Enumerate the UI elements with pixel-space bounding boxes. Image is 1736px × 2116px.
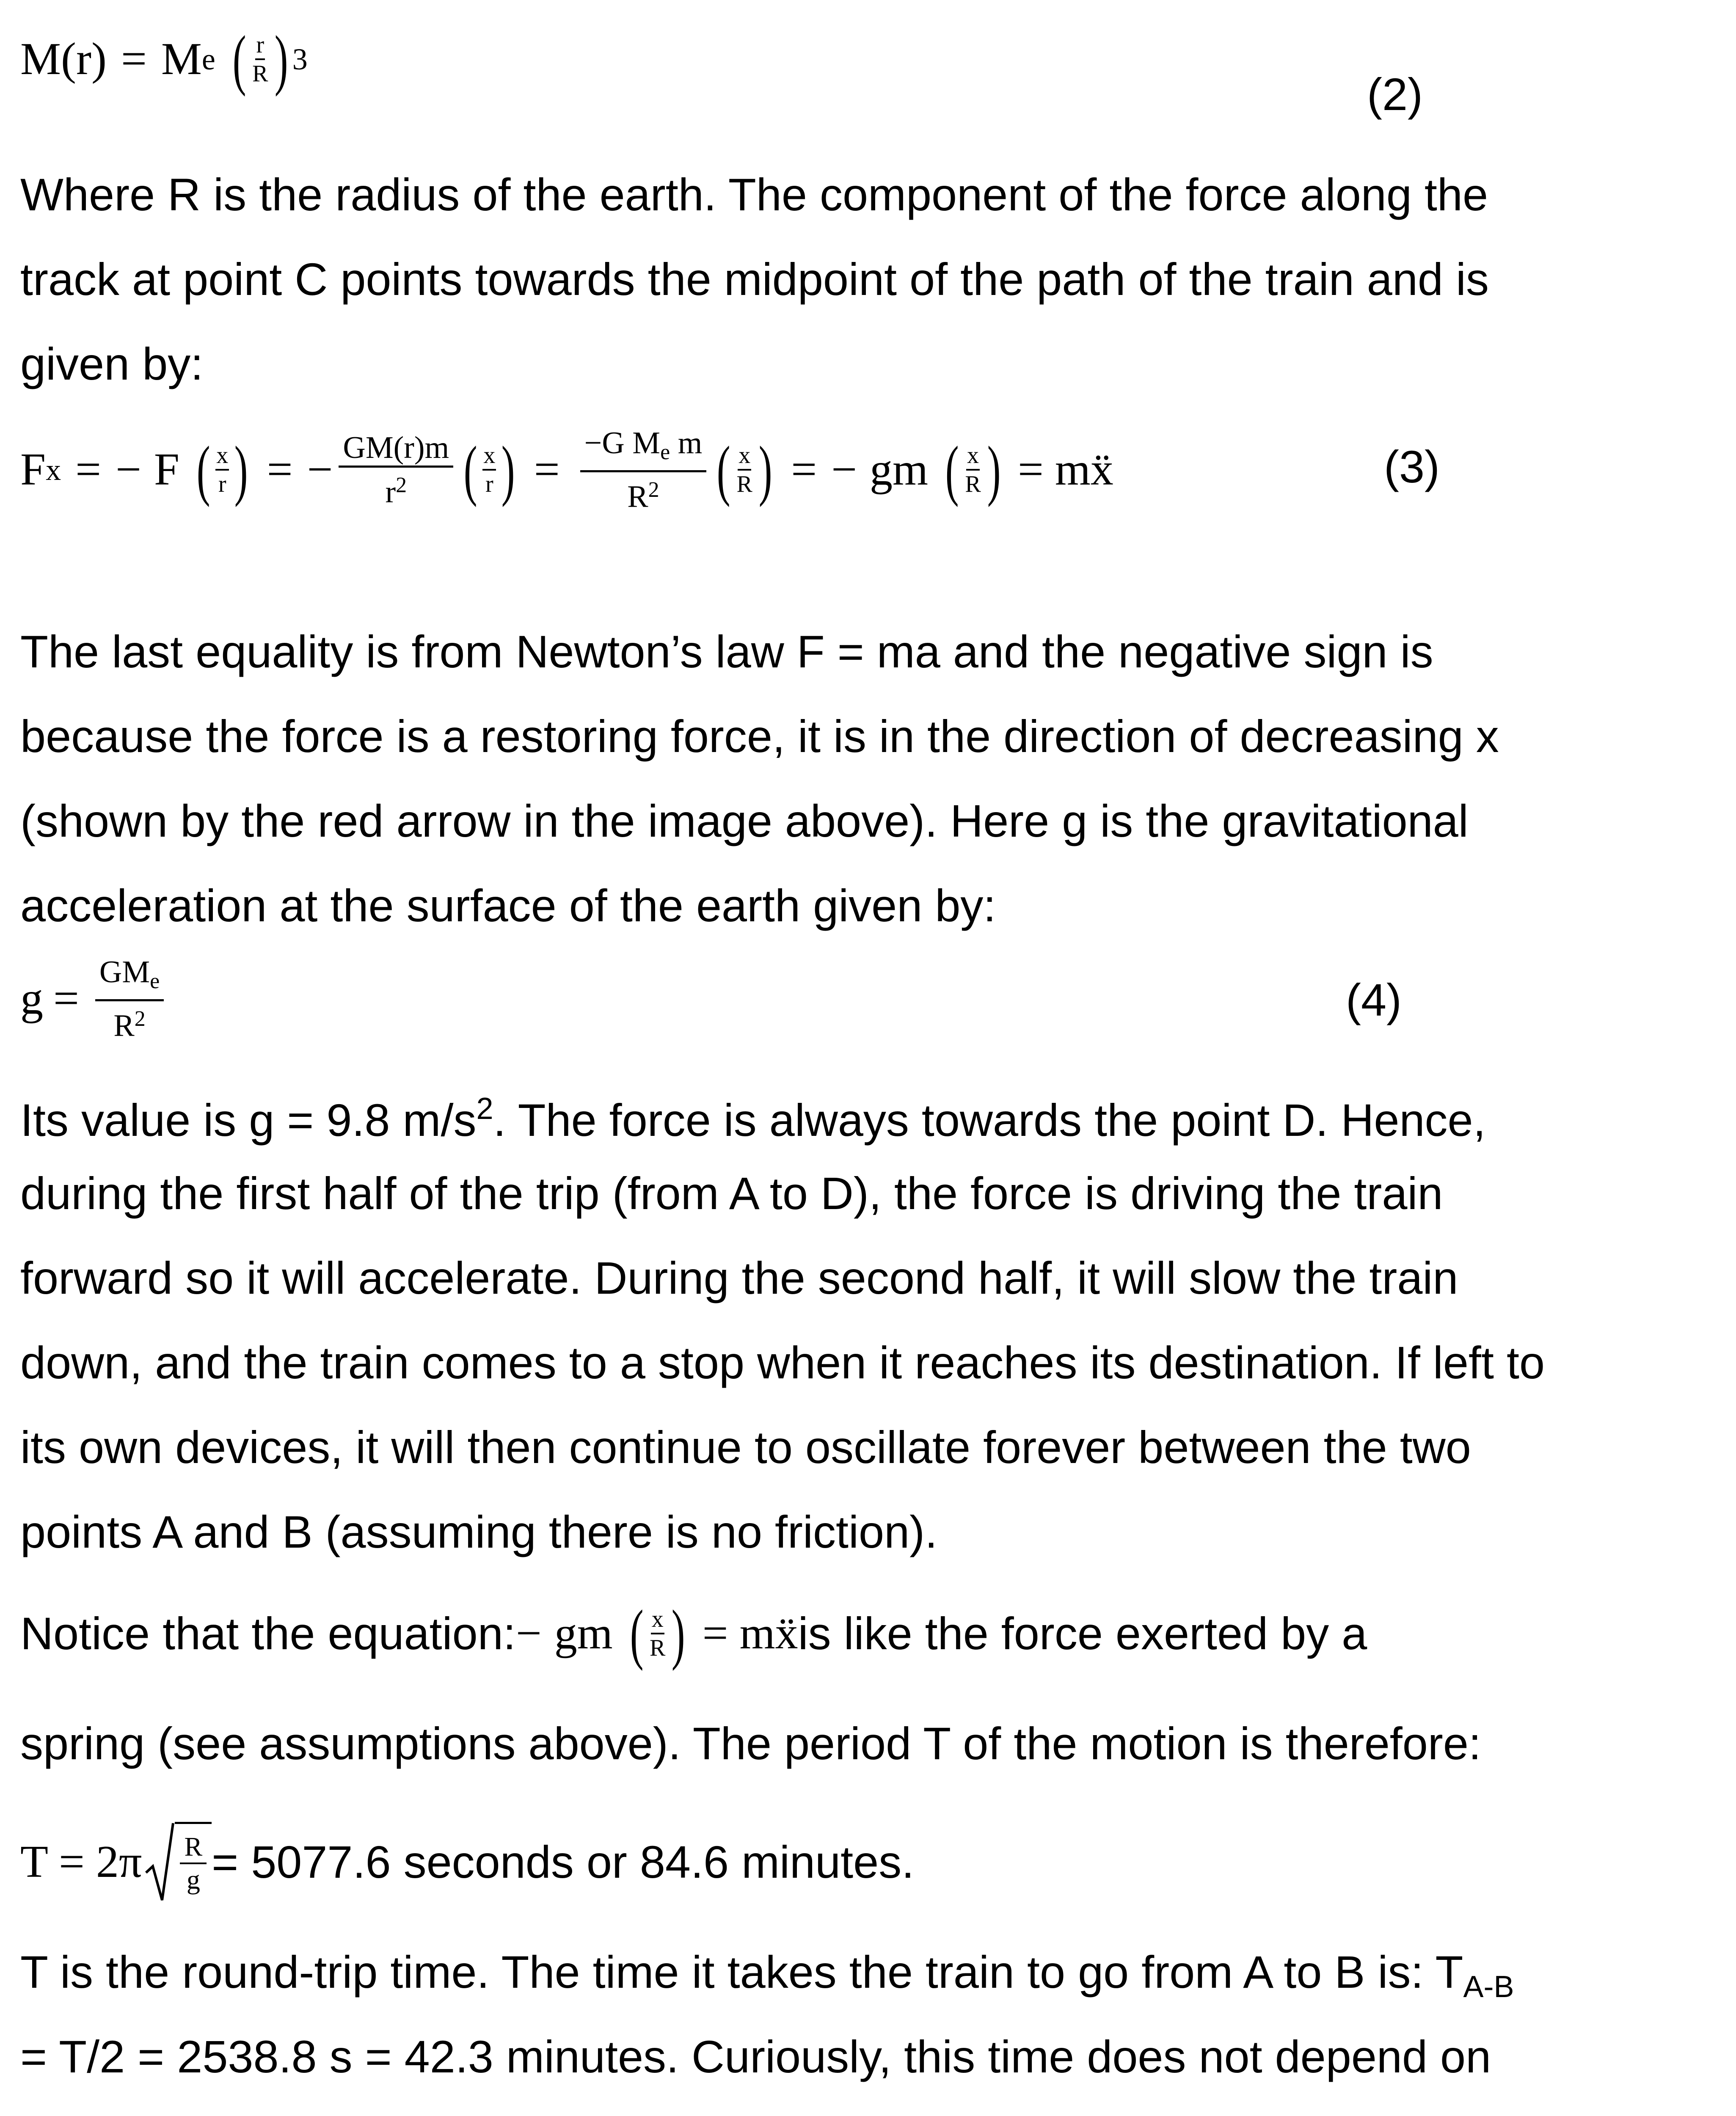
period-equation xyxy=(20,1820,914,1904)
paragraph-3-line: its own devices, it will then continue to oscillate forever between the two xyxy=(20,1422,1471,1473)
spring-line: spring (see assumptions above). The period T of the motion is therefore: xyxy=(20,1718,1481,1769)
paragraph-2-line: because the force is a restoring force, it is in the direction of decreasing x xyxy=(20,711,1499,762)
equation-number-3: (3) xyxy=(1384,441,1440,492)
notice-rhs: = mẍ xyxy=(702,1608,798,1659)
eq3-force: F xyxy=(20,444,46,495)
paragraph-2-line: The last equality is from Newton’s law F = ma and the negative sign is xyxy=(20,626,1433,677)
paragraph-3-line: points A and B (assuming there is no friction). xyxy=(20,1506,938,1557)
paragraph-4-line: T is the round-trip time. The time it takes the train to go from A to B is: $T_{A-B}$ xyxy=(20,1946,1514,2004)
equation-number-2: (2) xyxy=(1367,69,1423,120)
eq2-equals: = xyxy=(121,34,147,84)
paragraph-3-line: down, and the train comes to a stop when it reaches its destination. If left to xyxy=(20,1337,1545,1388)
eq3-rhs: = mẍ xyxy=(1017,444,1113,495)
eq3-x-over-R: ( $\frac{x}{R}$ ) xyxy=(716,432,772,507)
equation-3 xyxy=(20,427,1113,512)
equation-2 xyxy=(20,17,308,102)
notice-line xyxy=(20,1591,1367,1676)
paragraph-1 xyxy=(20,152,1489,406)
paragraph-2 xyxy=(20,609,1499,948)
notice-text: Notice that the equation: xyxy=(20,1608,516,1659)
paragraph-1-line: Where R is the radius of the earth. The component of the force along the xyxy=(20,169,1488,220)
paragraph-4 xyxy=(20,1930,1514,2116)
sqrt-icon xyxy=(145,1822,175,1902)
eq4-lhs: g xyxy=(20,973,43,1024)
period-result: = 5077.6 seconds or 84.6 minutes. xyxy=(212,1836,915,1887)
eq3-gmr-fraction: $\frac{GM(r)m}{r^2}$ xyxy=(339,430,453,510)
equation-4 xyxy=(20,956,170,1041)
eq3-minus: − xyxy=(116,444,141,495)
eq3-minus: − xyxy=(831,444,857,495)
paragraph-2-line: acceleration at the surface of the earth given by: xyxy=(20,880,996,931)
eq3-force-subscript: x xyxy=(46,452,61,487)
notice-minus: − xyxy=(515,1608,542,1659)
paragraph-3 xyxy=(20,1066,1545,1574)
period-sqrt: $\frac{R}{g}$ xyxy=(145,1822,212,1902)
paragraph-1-line: track at point C points towards the midpoint of the path of the train and is xyxy=(20,253,1489,305)
equation-number-4: (4) xyxy=(1346,974,1402,1025)
eq3-equals: = xyxy=(267,444,293,495)
paragraph-3-line: Its value is g = 9.8 $m/s^2$. The force is always towards the point D. Hence, xyxy=(20,1092,1486,1146)
paragraph-3-line: forward so it will accelerate. During the second half, it will slow the train xyxy=(20,1252,1458,1303)
eq3-force-term: F xyxy=(154,444,179,495)
eq3-equals: = xyxy=(791,444,817,495)
paragraph-1-line: given by: xyxy=(20,338,204,389)
paragraph-4-line: = T/2 = 2538.8 s = 42.3 minutes. Curiously, this time does not depend on xyxy=(20,2031,1491,2082)
eq3-gm: gm xyxy=(870,444,929,495)
eq3-equals: = xyxy=(75,444,101,495)
paragraph-2-line: (shown by the red arrow in the image above). Here g is the gravitational xyxy=(20,795,1469,846)
eq3-minus: − xyxy=(307,444,333,495)
notice-text: is like the force exerted by a xyxy=(798,1608,1367,1659)
eq3-x-over-R: ( $\frac{x}{R}$ ) xyxy=(945,432,1001,507)
notice-x-over-R: ( $\frac{x}{R}$ ) xyxy=(630,1596,686,1671)
paragraph-3-line: during the first half of the trip (from A to D), the force is driving the train xyxy=(20,1168,1443,1219)
eq2-mass-subscript: e xyxy=(201,42,215,76)
paragraph-4-line xyxy=(20,2099,1514,2116)
eq2-ratio: ( $\frac{r}{R}$ ) xyxy=(232,22,288,97)
period-lhs: T = 2π xyxy=(20,1837,142,1887)
eq2-lhs: M(r) xyxy=(20,34,107,84)
eq4-fraction: $\frac{\text{GMe}}{R^2}$ xyxy=(95,954,164,1044)
eq4-equals: = xyxy=(53,973,79,1024)
eq3-x-over-r: ( $\frac{x}{r}$ ) xyxy=(196,432,248,507)
eq3-gme-fraction: $\frac{\text{−G Me m}}{R^2}$ xyxy=(580,425,707,515)
eq3-x-over-r: ( $\frac{x}{r}$ ) xyxy=(463,432,515,507)
eq3-equals: = xyxy=(534,444,560,495)
notice-gm: gm xyxy=(554,1608,613,1659)
eq2-mass: M xyxy=(161,34,202,84)
eq2-exponent: 3 xyxy=(292,42,308,76)
